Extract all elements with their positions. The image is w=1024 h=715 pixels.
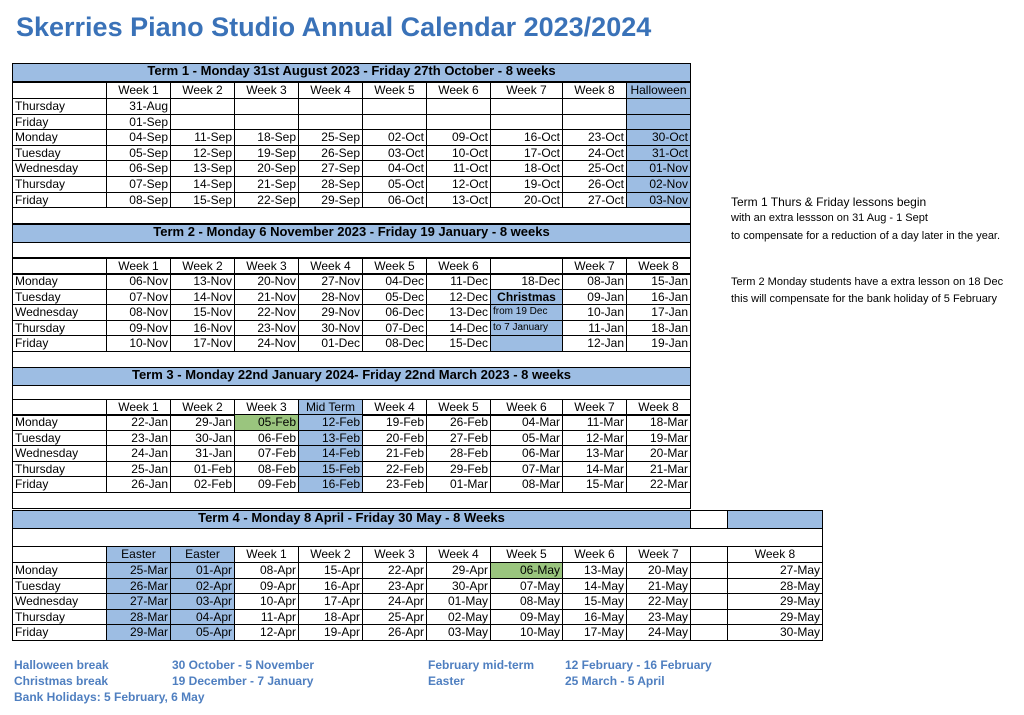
- term2-date-cell: 11-Jan: [562, 320, 627, 337]
- term2-date-cell: 19-Jan: [626, 335, 691, 352]
- term1-date-cell: 02-Oct: [362, 129, 427, 146]
- term2-date-cell: 04-Dec: [362, 273, 427, 290]
- term1-date-cell: 31-Oct: [626, 145, 691, 162]
- term3-date-cell: 22-Mar: [626, 476, 691, 493]
- term4-date-cell: 23-May: [626, 609, 691, 626]
- term2-date-cell: [490, 335, 563, 352]
- term4-date-cell: 20-May: [626, 562, 691, 579]
- term2-date-cell: 14-Nov: [170, 289, 235, 306]
- term1-date-cell: 13-Sep: [170, 160, 235, 177]
- term4-date-cell: 27-Mar: [106, 593, 171, 610]
- term3-week-header: Week 6: [490, 399, 563, 416]
- term3-date-cell: 30-Jan: [170, 430, 235, 447]
- footer-midterm-label: February mid-term: [428, 658, 535, 672]
- term3-day-label: Thursday: [12, 461, 107, 478]
- term1-date-cell: 18-Oct: [490, 160, 563, 177]
- footer-midterm-dates: 12 February - 16 February: [565, 658, 712, 672]
- footer-christmas-label: Christmas break: [14, 674, 109, 688]
- term3-date-cell: 25-Jan: [106, 461, 171, 478]
- term4-date-cell: 28-Mar: [106, 609, 171, 626]
- term4-date-cell: 01-Apr: [170, 562, 235, 579]
- term3-date-cell: 29-Jan: [170, 414, 235, 431]
- term2-date-cell: 20-Nov: [234, 273, 299, 290]
- term2-date-cell: 29-Nov: [298, 304, 363, 321]
- term2-date-cell: 22-Nov: [234, 304, 299, 321]
- term3-day-label: Friday: [12, 476, 107, 493]
- term1-week-header: Week 2: [170, 82, 235, 99]
- term2-week-header: Week 2: [170, 258, 235, 275]
- term1-date-cell: 01-Sep: [106, 114, 171, 131]
- term1-date-cell: 11-Sep: [170, 129, 235, 146]
- term1-date-cell: 12-Sep: [170, 145, 235, 162]
- term1-week-header: Halloween: [626, 82, 691, 99]
- term4-date-cell: 02-May: [426, 609, 491, 626]
- term4-date-cell: 19-Apr: [298, 624, 363, 641]
- term1-day-label: Wednesday: [12, 160, 107, 177]
- term3-day-label: Tuesday: [12, 430, 107, 447]
- term1-empty-cell: [362, 98, 427, 115]
- term3-date-cell: 01-Mar: [426, 476, 491, 493]
- term3-week-header: Mid Term: [298, 399, 363, 416]
- term3-date-cell: 31-Jan: [170, 445, 235, 462]
- term1-date-cell: 16-Oct: [490, 129, 563, 146]
- term1-date-cell: 30-Oct: [626, 129, 691, 146]
- term1-date-cell: 05-Sep: [106, 145, 171, 162]
- term2-trailing-row: [12, 351, 691, 368]
- term1-date-cell: 20-Oct: [490, 192, 563, 209]
- term3-date-cell: 04-Mar: [490, 414, 563, 431]
- term3-date-cell: 14-Feb: [298, 445, 363, 462]
- term2-date-cell: to 7 January: [490, 320, 563, 337]
- footer-easter-label: Easter: [428, 674, 465, 688]
- term2-date-cell: 09-Nov: [106, 320, 171, 337]
- term2-date-cell: 14-Dec: [426, 320, 491, 337]
- term1-week-header: Week 3: [234, 82, 299, 99]
- term3-date-cell: 02-Feb: [170, 476, 235, 493]
- term1-date-cell: 22-Sep: [234, 192, 299, 209]
- term3-date-cell: 19-Feb: [362, 414, 427, 431]
- term3-date-cell: 07-Mar: [490, 461, 563, 478]
- term3-header: Term 3 - Monday 22nd January 2024- Friday 22nd March 2023 - 8 weeks: [12, 367, 691, 386]
- page-title: Skerries Piano Studio Annual Calendar 2023/2024: [16, 12, 652, 42]
- term3-date-cell: 22-Jan: [106, 414, 171, 431]
- term1-date-cell: 14-Sep: [170, 176, 235, 193]
- term3-date-cell: 29-Feb: [426, 461, 491, 478]
- term1-day-label: Friday: [12, 114, 107, 131]
- term1-week-header: Week 7: [490, 82, 563, 99]
- term1-empty-cell: [626, 98, 691, 115]
- term4-day-label: Wednesday: [12, 593, 107, 610]
- footer-christmas-dates: 19 December - 7 January: [172, 674, 314, 688]
- term4-date-cell: 24-Apr: [362, 593, 427, 610]
- term1-empty-cell: [490, 98, 563, 115]
- term4-date-cell: 16-May: [562, 609, 627, 626]
- term3-week-header: Week 1: [106, 399, 171, 416]
- term2-day-label: Friday: [12, 335, 107, 352]
- term1-date-cell: 27-Sep: [298, 160, 363, 177]
- term1-date-cell: 12-Oct: [426, 176, 491, 193]
- term1-empty-cell: [170, 114, 235, 131]
- term1-date-cell: 08-Sep: [106, 192, 171, 209]
- term1-date-cell: 21-Sep: [234, 176, 299, 193]
- term3-date-cell: 07-Feb: [234, 445, 299, 462]
- term4-date-cell: [690, 609, 728, 626]
- term1-date-cell: 13-Oct: [426, 192, 491, 209]
- term1-week-corner: [12, 82, 107, 99]
- term4-week-header: Week 1: [234, 546, 299, 563]
- term3-date-cell: 24-Jan: [106, 445, 171, 462]
- term3-date-cell: 26-Feb: [426, 414, 491, 431]
- term4-date-cell: 17-May: [562, 624, 627, 641]
- term4-date-cell: 01-May: [426, 593, 491, 610]
- term3-day-label: Wednesday: [12, 445, 107, 462]
- term2-date-cell: 27-Nov: [298, 273, 363, 290]
- term3-date-cell: 28-Feb: [426, 445, 491, 462]
- term2-date-cell: 15-Jan: [626, 273, 691, 290]
- term4-date-cell: 29-Apr: [426, 562, 491, 579]
- term3-date-cell: 19-Mar: [626, 430, 691, 447]
- term1-note-line2: with an extra lessson on 31 Aug - 1 Sept: [731, 212, 928, 224]
- term1-week-header: Week 8: [562, 82, 627, 99]
- term1-empty-cell: [298, 114, 363, 131]
- term3-date-cell: 14-Mar: [562, 461, 627, 478]
- term3-date-cell: 21-Mar: [626, 461, 691, 478]
- term2-date-cell: 06-Nov: [106, 273, 171, 290]
- term2-date-cell: 15-Nov: [170, 304, 235, 321]
- term3-date-cell: 23-Jan: [106, 430, 171, 447]
- term2-date-cell: 13-Nov: [170, 273, 235, 290]
- term4-date-cell: 14-May: [562, 578, 627, 595]
- term3-date-cell: 05-Mar: [490, 430, 563, 447]
- term2-note-line2: this will compensate for the bank holiday of 5 February: [731, 293, 997, 305]
- term2-date-cell: 07-Dec: [362, 320, 427, 337]
- term2-week-header: Week 3: [234, 258, 299, 275]
- term1-week-header: Week 4: [298, 82, 363, 99]
- term4-date-cell: 05-Apr: [170, 624, 235, 641]
- term4-date-cell: 10-May: [490, 624, 563, 641]
- term4-date-cell: 12-Apr: [234, 624, 299, 641]
- term2-date-cell: 06-Dec: [362, 304, 427, 321]
- term4-week-header: Easter: [170, 546, 235, 563]
- term2-day-label: Tuesday: [12, 289, 107, 306]
- term1-date-cell: 09-Oct: [426, 129, 491, 146]
- term1-date-cell: 03-Nov: [626, 192, 691, 209]
- term4-date-cell: [690, 562, 728, 579]
- term1-week-header: Week 5: [362, 82, 427, 99]
- term4-week-header: Week 5: [490, 546, 563, 563]
- term3-date-cell: 18-Mar: [626, 414, 691, 431]
- term2-date-cell: 07-Nov: [106, 289, 171, 306]
- term3-date-cell: 22-Feb: [362, 461, 427, 478]
- term1-date-cell: 17-Oct: [490, 145, 563, 162]
- term2-date-cell: 24-Nov: [234, 335, 299, 352]
- term4-week-header: Easter: [106, 546, 171, 563]
- term4-header: Term 4 - Monday 8 April - Friday 30 May - 8 Weeks: [12, 510, 691, 529]
- term4-date-cell: 27-May: [727, 562, 823, 579]
- term3-date-cell: 12-Feb: [298, 414, 363, 431]
- term1-empty-cell: [426, 98, 491, 115]
- term1-date-cell: 28-Sep: [298, 176, 363, 193]
- term2-date-cell: 08-Dec: [362, 335, 427, 352]
- term1-empty-cell: [298, 98, 363, 115]
- term3-date-cell: 06-Feb: [234, 430, 299, 447]
- term3-date-cell: 15-Mar: [562, 476, 627, 493]
- term2-day-label: Wednesday: [12, 304, 107, 321]
- term1-empty-cell: [562, 98, 627, 115]
- term2-date-cell: from 19 Dec: [490, 304, 563, 321]
- term4-date-cell: 07-May: [490, 578, 563, 595]
- term4-date-cell: 13-May: [562, 562, 627, 579]
- term1-empty-cell: [490, 114, 563, 131]
- term2-date-cell: 09-Jan: [562, 289, 627, 306]
- term2-date-cell: 12-Dec: [426, 289, 491, 306]
- term4-date-cell: 18-Apr: [298, 609, 363, 626]
- term2-date-cell: 18-Jan: [626, 320, 691, 337]
- term3-spacer: [12, 385, 691, 400]
- term4-day-label: Thursday: [12, 609, 107, 626]
- term4-date-cell: 04-Apr: [170, 609, 235, 626]
- term4-week-header: Week 2: [298, 546, 363, 563]
- term4-header-gap: [690, 510, 728, 529]
- term4-header-end: [727, 510, 823, 529]
- term3-day-label: Monday: [12, 414, 107, 431]
- term4-date-cell: 09-Apr: [234, 578, 299, 595]
- term2-date-cell: 17-Nov: [170, 335, 235, 352]
- term1-day-label: Friday: [12, 192, 107, 209]
- term3-week-header: Week 8: [626, 399, 691, 416]
- term1-note-line3: to compensate for a reduction of a day later in the year.: [731, 230, 1001, 242]
- term2-date-cell: 12-Jan: [562, 335, 627, 352]
- term1-date-cell: 19-Oct: [490, 176, 563, 193]
- term4-date-cell: 22-Apr: [362, 562, 427, 579]
- term3-date-cell: 20-Feb: [362, 430, 427, 447]
- term3-date-cell: 27-Feb: [426, 430, 491, 447]
- term2-date-cell: 18-Dec: [490, 273, 563, 290]
- footer-halloween-dates: 30 October - 5 November: [172, 658, 315, 672]
- term1-empty-cell: [362, 114, 427, 131]
- term1-date-cell: 07-Sep: [106, 176, 171, 193]
- term3-trailing-row: [12, 492, 691, 509]
- term3-date-cell: 11-Mar: [562, 414, 627, 431]
- term1-empty-cell: [234, 114, 299, 131]
- term1-date-cell: 19-Sep: [234, 145, 299, 162]
- term3-week-header: Week 7: [562, 399, 627, 416]
- term2-date-cell: 08-Nov: [106, 304, 171, 321]
- term4-date-cell: 29-Mar: [106, 624, 171, 641]
- term1-date-cell: 23-Oct: [562, 129, 627, 146]
- term3-date-cell: 23-Feb: [362, 476, 427, 493]
- term4-date-cell: 22-May: [626, 593, 691, 610]
- term4-date-cell: 23-Apr: [362, 578, 427, 595]
- term4-date-cell: 17-Apr: [298, 593, 363, 610]
- term1-date-cell: 11-Oct: [426, 160, 491, 177]
- term2-date-cell: 17-Jan: [626, 304, 691, 321]
- term3-date-cell: 20-Mar: [626, 445, 691, 462]
- term4-week-corner: [12, 546, 107, 563]
- footer-bank-holidays: Bank Holidays: 5 February, 6 May: [14, 690, 205, 704]
- term3-week-header: Week 3: [234, 399, 299, 416]
- term1-date-cell: 18-Sep: [234, 129, 299, 146]
- term1-date-cell: 24-Oct: [562, 145, 627, 162]
- term2-date-cell: 15-Dec: [426, 335, 491, 352]
- term2-date-cell: 05-Dec: [362, 289, 427, 306]
- term4-date-cell: [690, 593, 728, 610]
- term3-date-cell: 13-Feb: [298, 430, 363, 447]
- term4-date-cell: 25-Mar: [106, 562, 171, 579]
- term1-date-cell: 29-Sep: [298, 192, 363, 209]
- term3-week-header: Week 2: [170, 399, 235, 416]
- term2-date-cell: 01-Dec: [298, 335, 363, 352]
- term4-date-cell: 29-May: [727, 593, 823, 610]
- term4-day-label: Tuesday: [12, 578, 107, 595]
- term1-empty-cell: [626, 114, 691, 131]
- term4-date-cell: 25-Apr: [362, 609, 427, 626]
- term1-date-cell: 15-Sep: [170, 192, 235, 209]
- term2-date-cell: 16-Jan: [626, 289, 691, 306]
- term4-date-cell: 08-May: [490, 593, 563, 610]
- term4-date-cell: 26-Apr: [362, 624, 427, 641]
- term1-date-cell: 06-Oct: [362, 192, 427, 209]
- term1-empty-cell: [170, 98, 235, 115]
- term1-day-label: Thursday: [12, 176, 107, 193]
- term4-week-header: Week 7: [626, 546, 691, 563]
- term4-week-header: Week 3: [362, 546, 427, 563]
- term3-week-header: Week 4: [362, 399, 427, 416]
- term4-date-cell: [690, 624, 728, 641]
- term1-week-header: Week 6: [426, 82, 491, 99]
- term3-date-cell: 05-Feb: [234, 414, 299, 431]
- term3-date-cell: 21-Feb: [362, 445, 427, 462]
- term4-date-cell: 29-May: [727, 609, 823, 626]
- term1-date-cell: 02-Nov: [626, 176, 691, 193]
- footer-halloween-label: Halloween break: [14, 658, 109, 672]
- term1-date-cell: 25-Sep: [298, 129, 363, 146]
- term3-date-cell: 06-Mar: [490, 445, 563, 462]
- term1-trailing-row: [12, 207, 691, 224]
- term2-date-cell: 13-Dec: [426, 304, 491, 321]
- term4-date-cell: 28-May: [727, 578, 823, 595]
- term1-date-cell: 05-Oct: [362, 176, 427, 193]
- term4-date-cell: 03-Apr: [170, 593, 235, 610]
- term1-date-cell: 27-Oct: [562, 192, 627, 209]
- term3-date-cell: 08-Feb: [234, 461, 299, 478]
- term4-spacer: [12, 528, 823, 547]
- term3-date-cell: 12-Mar: [562, 430, 627, 447]
- term2-date-cell: 30-Nov: [298, 320, 363, 337]
- term4-week-header: Week 6: [562, 546, 627, 563]
- term4-date-cell: 16-Apr: [298, 578, 363, 595]
- term2-spacer: [12, 242, 691, 258]
- term4-day-label: Friday: [12, 624, 107, 641]
- term4-date-cell: 11-Apr: [234, 609, 299, 626]
- term2-date-cell: 16-Nov: [170, 320, 235, 337]
- term2-date-cell: Christmas: [490, 289, 563, 306]
- term3-date-cell: 16-Feb: [298, 476, 363, 493]
- term3-date-cell: 08-Mar: [490, 476, 563, 493]
- term1-date-cell: 31-Aug: [106, 98, 171, 115]
- term4-date-cell: 02-Apr: [170, 578, 235, 595]
- term1-day-label: Tuesday: [12, 145, 107, 162]
- term1-date-cell: 06-Sep: [106, 160, 171, 177]
- term4-day-label: Monday: [12, 562, 107, 579]
- term1-header: Term 1 - Monday 31st August 2023 - Friday 27th October - 8 weeks: [12, 63, 691, 82]
- term1-day-label: Thursday: [12, 98, 107, 115]
- term2-day-label: Monday: [12, 273, 107, 290]
- term2-date-cell: 10-Jan: [562, 304, 627, 321]
- term2-date-cell: 11-Dec: [426, 273, 491, 290]
- term1-empty-cell: [426, 114, 491, 131]
- term4-date-cell: 26-Mar: [106, 578, 171, 595]
- term4-date-cell: [690, 578, 728, 595]
- term4-date-cell: 10-Apr: [234, 593, 299, 610]
- term1-date-cell: 26-Oct: [562, 176, 627, 193]
- term3-date-cell: 09-Feb: [234, 476, 299, 493]
- term4-date-cell: 21-May: [626, 578, 691, 595]
- term2-header: Term 2 - Monday 6 November 2023 - Friday 19 January - 8 weeks: [12, 224, 691, 243]
- term2-date-cell: 23-Nov: [234, 320, 299, 337]
- term3-date-cell: 26-Jan: [106, 476, 171, 493]
- term4-date-cell: 15-Apr: [298, 562, 363, 579]
- term1-day-label: Monday: [12, 129, 107, 146]
- term2-date-cell: 21-Nov: [234, 289, 299, 306]
- term2-note-line1: Term 2 Monday students have a extra lesson on 18 Dec: [731, 276, 1004, 288]
- term4-date-cell: 08-Apr: [234, 562, 299, 579]
- term4-date-cell: 30-May: [727, 624, 823, 641]
- term1-date-cell: 04-Sep: [106, 129, 171, 146]
- term4-date-cell: 24-May: [626, 624, 691, 641]
- term4-date-cell: 06-May: [490, 562, 563, 579]
- term2-week-header: Week 6: [426, 258, 491, 275]
- term1-date-cell: 03-Oct: [362, 145, 427, 162]
- term2-week-header: Week 8: [626, 258, 691, 275]
- term4-date-cell: 15-May: [562, 593, 627, 610]
- term2-week-header: Week 1: [106, 258, 171, 275]
- term1-note-line1: Term 1 Thurs & Friday lessons begin: [731, 195, 927, 209]
- term2-date-cell: 08-Jan: [562, 273, 627, 290]
- term4-week-header: Week 8: [727, 546, 823, 563]
- term1-date-cell: 01-Nov: [626, 160, 691, 177]
- term1-week-header: Week 1: [106, 82, 171, 99]
- term2-week-header: Week 4: [298, 258, 363, 275]
- term1-date-cell: 20-Sep: [234, 160, 299, 177]
- term2-week-header: Week 7: [562, 258, 627, 275]
- term4-date-cell: 03-May: [426, 624, 491, 641]
- term1-empty-cell: [562, 114, 627, 131]
- term4-week-header: Week 4: [426, 546, 491, 563]
- term1-date-cell: 10-Oct: [426, 145, 491, 162]
- term3-date-cell: 15-Feb: [298, 461, 363, 478]
- term1-date-cell: 26-Sep: [298, 145, 363, 162]
- term3-date-cell: 13-Mar: [562, 445, 627, 462]
- term1-date-cell: 04-Oct: [362, 160, 427, 177]
- term1-date-cell: 25-Oct: [562, 160, 627, 177]
- term2-week-header: Week 5: [362, 258, 427, 275]
- term2-date-cell: 28-Nov: [298, 289, 363, 306]
- term2-date-cell: 10-Nov: [106, 335, 171, 352]
- term3-week-header: Week 5: [426, 399, 491, 416]
- term1-empty-cell: [234, 98, 299, 115]
- term4-date-cell: 09-May: [490, 609, 563, 626]
- term4-week-header: [690, 546, 728, 563]
- footer-easter-dates: 25 March - 5 April: [565, 674, 665, 688]
- term3-date-cell: 01-Feb: [170, 461, 235, 478]
- term2-day-label: Thursday: [12, 320, 107, 337]
- term4-date-cell: 30-Apr: [426, 578, 491, 595]
